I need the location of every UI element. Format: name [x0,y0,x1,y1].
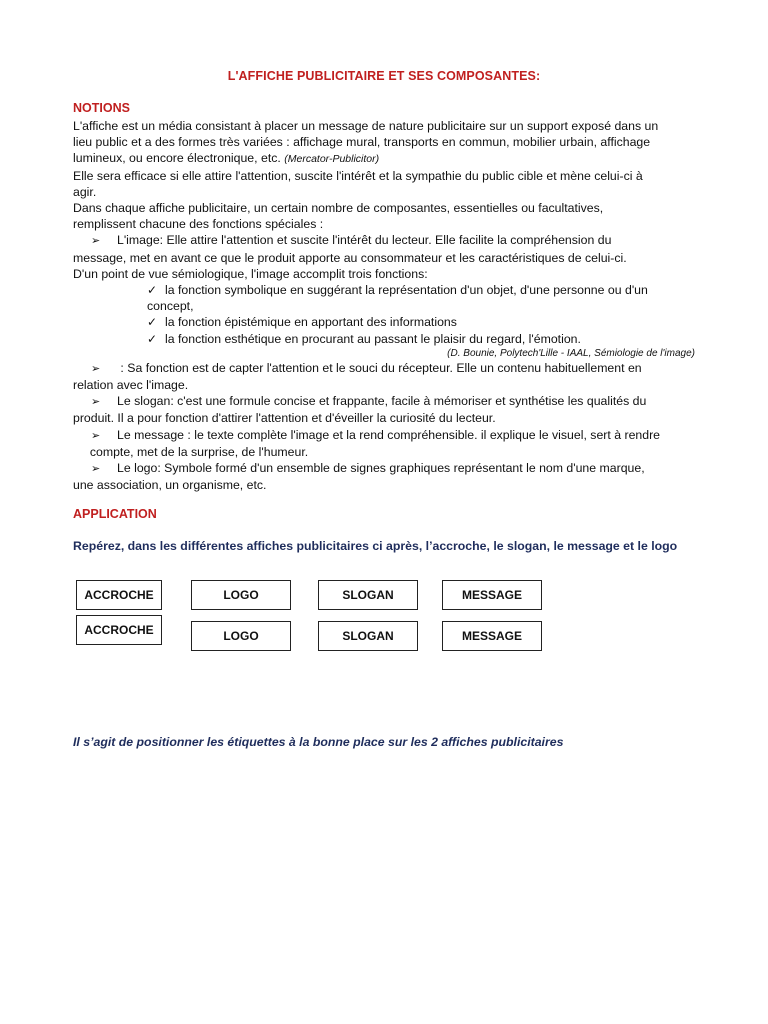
logo-bullet [73,460,703,477]
message-bullet [73,427,703,444]
check-icon: ✓ [147,283,158,298]
paragraph-line [73,150,703,167]
function-text: la fonction symbolique en suggérant la représentation d'un objet, d'une personne ou d'un [165,283,648,298]
paragraph-line: Dans chaque affiche publicitaire, un certain nombre de composantes, essentielles ou facultatives, [73,201,604,216]
label-message[interactable]: MESSAGE [442,621,542,651]
slogan-bullet [73,393,703,410]
function-item [73,331,703,347]
paragraph-line: message, met en avant ce que le produit apporte au consommateur et les caractéristiques de celui-ci. [73,250,627,265]
label-accroche[interactable]: ACCROCHE [76,615,162,645]
check-icon: ✓ [147,315,158,330]
paragraph-line: remplissent chacune des fonctions spéciales : [73,217,324,232]
arrow-bullet-icon: ➢ [91,463,101,476]
label-message[interactable]: MESSAGE [442,580,542,610]
paragraph-line: produit. Il a pour fonction d'attirer l'attention et d'éveiller la curiosité du lecteur. [73,411,496,426]
function-text: la fonction esthétique en procurant au passant le plaisir du regard, l'émotion. [165,331,581,346]
function-item [73,282,703,298]
paragraph-line: une association, un organisme, etc. [73,478,267,493]
bullet-text: Le slogan: c'est une formule concise et frappante, facile à mémoriser et synthétise les qualités du [117,394,647,409]
accroche-bullet [73,360,703,377]
function-text: la fonction épistémique en apportant des informations [165,315,457,330]
paragraph-line: relation avec l'image. [73,378,189,393]
paragraph-text: lumineux, ou encore électronique, etc. [73,151,281,166]
bullet-text: Le message : le texte complète l'image et la rend compréhensible. il explique le visuel, sert à rendre [117,427,661,442]
function-item [73,314,703,330]
label-logo[interactable]: LOGO [191,621,291,651]
image-bullet [73,232,703,249]
label-accroche[interactable]: ACCROCHE [76,580,162,610]
label-slogan[interactable]: SLOGAN [318,621,418,651]
paragraph-line: L'affiche est un média consistant à placer un message de nature publicitaire sur un support exposé dans un [73,119,659,133]
paragraph-line: Elle sera efficace si elle attire l'attention, suscite l'intérêt et la sympathie du public cible et mène celui-ci à [73,168,643,183]
notions-heading: NOTIONS [73,101,130,115]
document-title: L'AFFICHE PUBLICITAIRE ET SES COMPOSANTES: [227,69,541,83]
paragraph-line: agir. [73,184,97,199]
arrow-bullet-icon: ➢ [91,362,101,375]
arrow-bullet-icon: ➢ [91,429,101,442]
notions-body [73,118,703,493]
label-logo[interactable]: LOGO [191,580,291,610]
citation: (Mercator-Publicitor) [284,153,380,166]
check-icon: ✓ [147,331,158,346]
source-citation: (D. Bounie, Polytech'Lille - IAAL, Sémiologie de l'image) [447,347,695,359]
arrow-bullet-icon: ➢ [91,235,101,248]
footer-note: Il s’agit de positionner les étiquettes à la bonne place sur les 2 affiches publicitaires [73,735,564,749]
function-continuation: concept, [147,299,194,314]
bullet-text: L'image: Elle attire l'attention et suscite l'intérêt du lecteur. Elle facilite la compréhension du [117,233,612,248]
paragraph-line: D'un point de vue sémiologique, l'image accomplit trois fonctions: [73,266,428,281]
application-heading: APPLICATION [73,507,157,521]
application-instruction: Repérez, dans les différentes affiches publicitaires ci après, l’accroche, le slogan, le message et le logo [73,539,678,553]
arrow-bullet-icon: ➢ [91,396,101,409]
paragraph-line: compte, met de la surprise, de l'humeur. [83,444,309,459]
label-slogan[interactable]: SLOGAN [318,580,418,610]
bullet-text: : Sa fonction est de capter l'attention et le souci du récepteur. Elle un contenu habituellement en [117,360,642,375]
bullet-text: Le logo: Symbole formé d'un ensemble de signes graphiques représentant le nom d'une marque, [117,461,645,476]
paragraph-line: lieu public et a des formes très variées : affichage mural, transports en commun, mobilier urbain, affichage [73,135,651,150]
